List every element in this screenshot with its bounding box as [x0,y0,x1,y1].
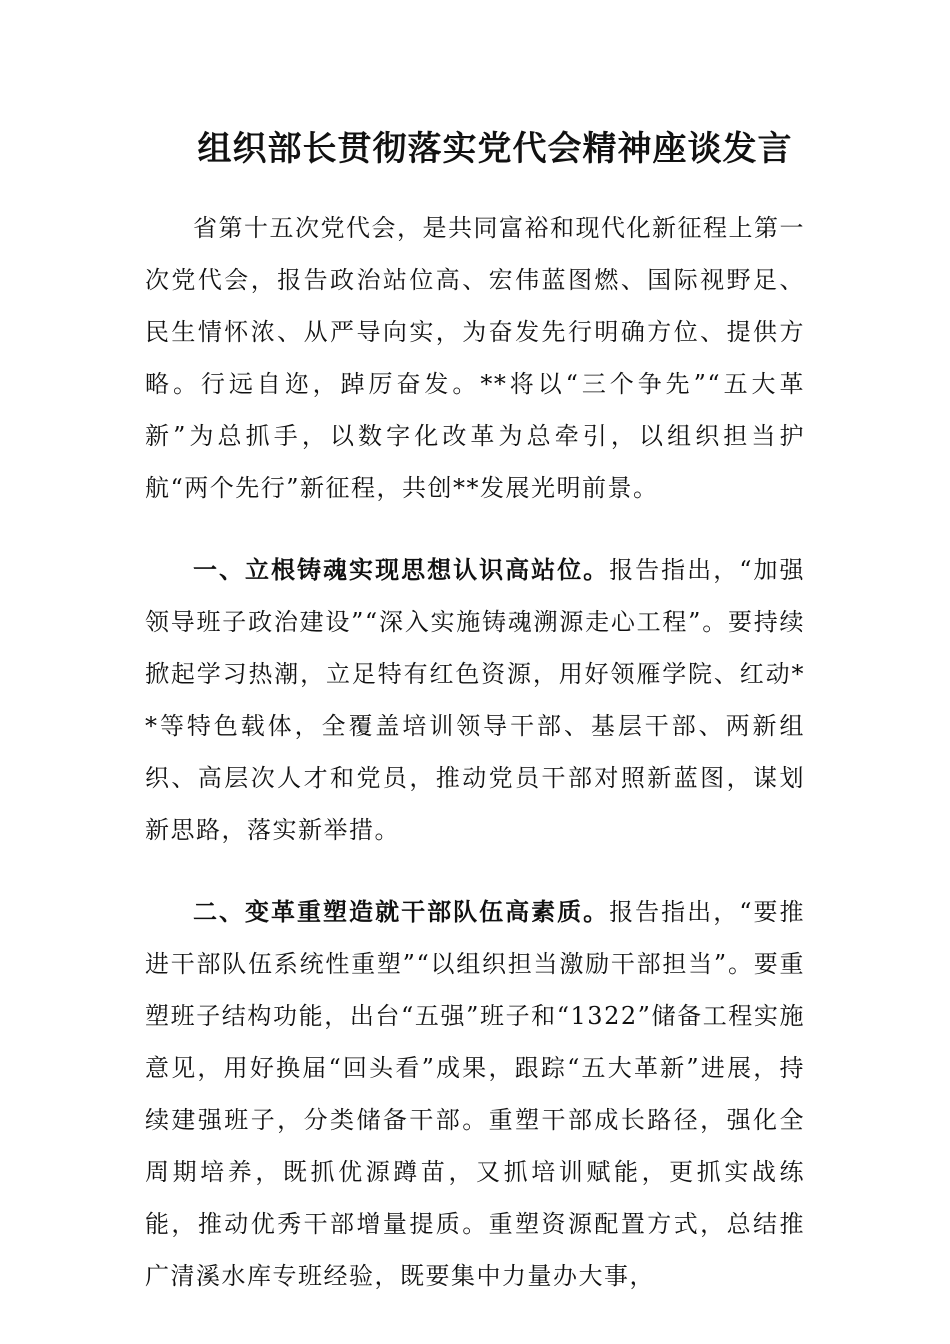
document-title: 组织部长贯彻落实党代会精神座谈发言 [197,129,793,169]
section-2-paragraph [145,886,805,1302]
section-2-heading: 二、变革重塑造就干部队伍高素质。 [193,897,610,926]
intro-paragraph: 省第十五次党代会，是共同富裕和现代化新征程上第一次党代会，报告政治站位高、宏伟蓝图燃、国际视野足、民生情怀浓、从严导向实，为奋发先行明确方位、提供方略。行远自迩，踔厉奋发。**将以“三个争先”“五大革新”为总抓手，以数字化改革为总牵引，以组织担当护航“两个先行”新征程，共创**发展光明前景。 [145,214,805,502]
section-1-heading: 一、立根铸魂实现思想认识高站位。 [193,555,610,584]
section-1-body: 报告指出，“加强领导班子政治建设”“深入实施铸魂溯源走心工程”。要持续掀起学习热潮，立足特有红色资源，用好领雁学院、红动**等特色载体，全覆盖培训领导干部、基层干部、两新组织、高层次人才和党员，推动党员干部对照新蓝图，谋划新思路，落实新举措。 [145,556,805,844]
section-2-body: 报告指出，“要推进干部队伍系统性重塑”“以组织担当激励干部担当”。要重塑班子结构功能，出台“五强”班子和“1322”储备工程实施意见，用好换届“回头看”成果，跟踪“五大革新”进展，持续建强班子，分类储备干部。重塑干部成长路径，强化全周期培养，既抓优源蹲苗，又抓培训赋能，更抓实战练能，推动优秀干部增量提质。重塑资源配置方式，总结推广清溪水库专班经验，既要集中力量办大事， [145,898,805,1290]
document-page [145,122,805,1302]
section-1-paragraph [145,544,805,856]
